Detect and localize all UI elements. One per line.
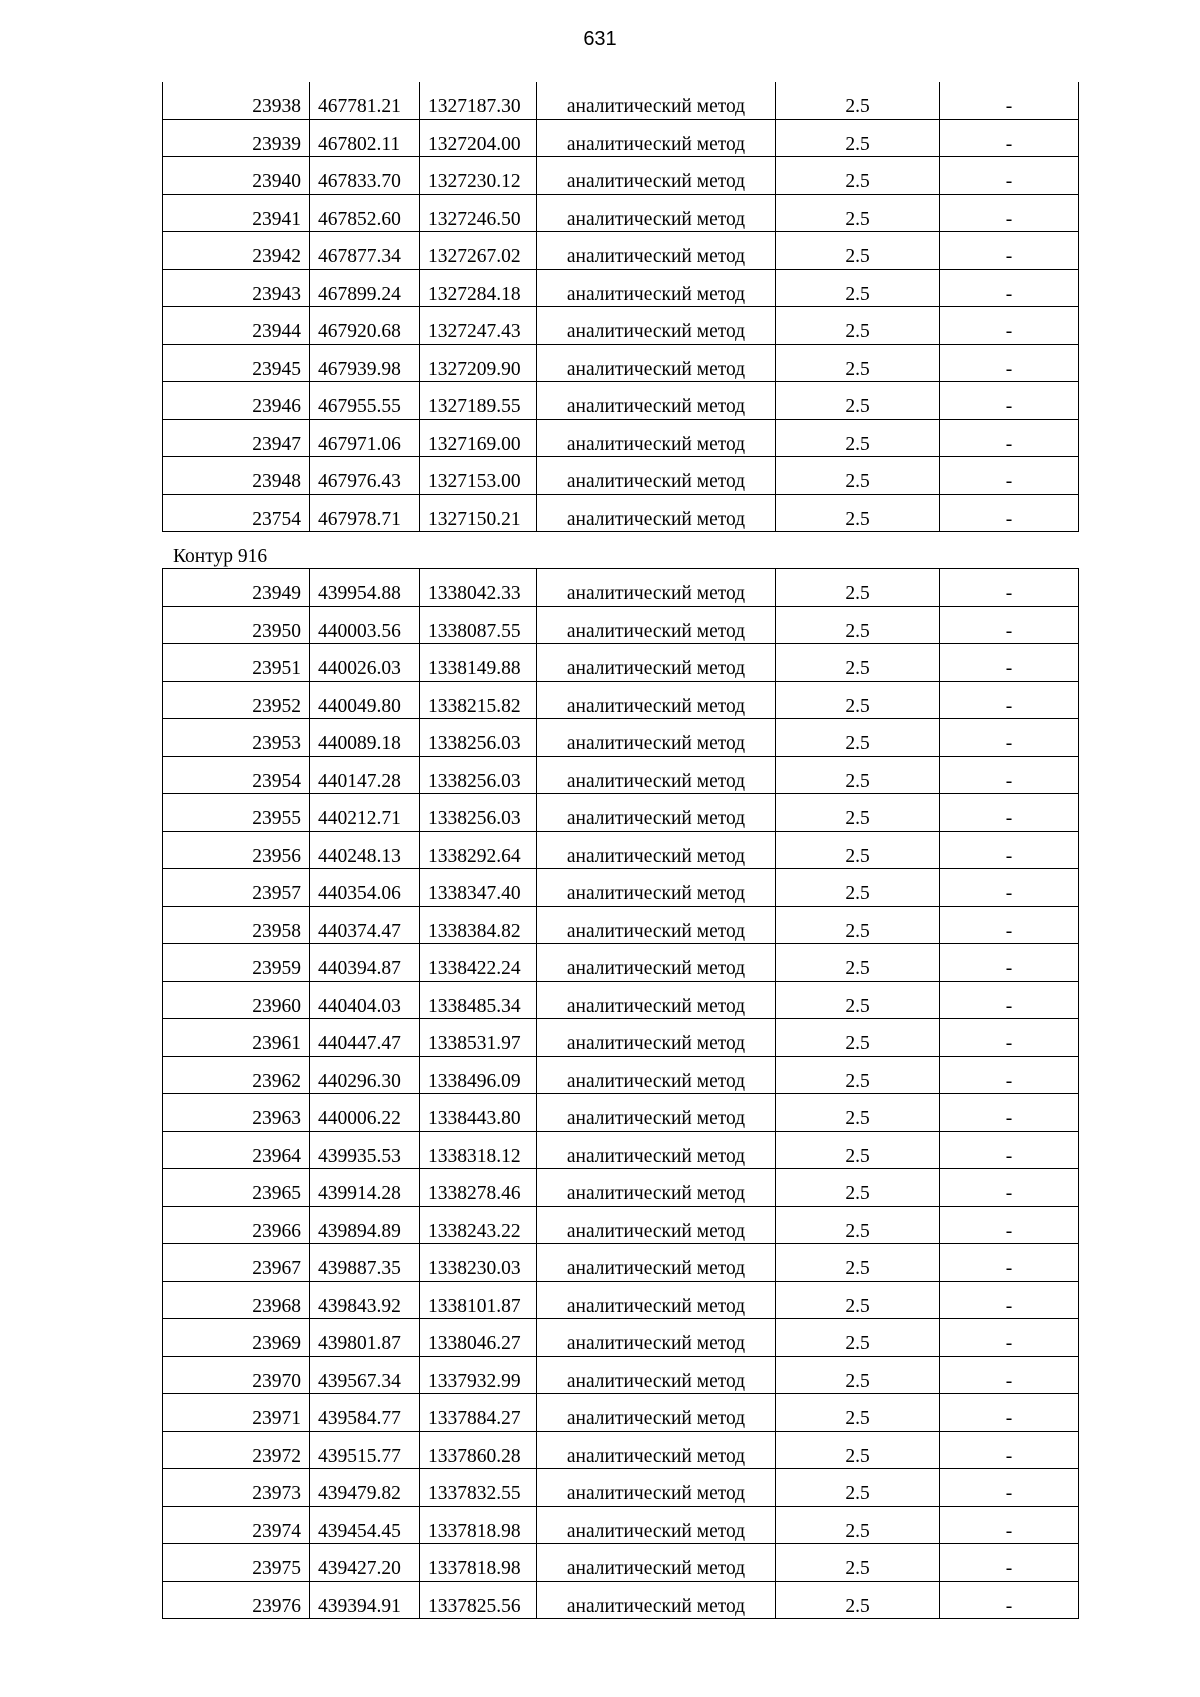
note-cell: - <box>940 457 1079 495</box>
point-number-cell: 23954 <box>163 756 310 794</box>
accuracy-cell: 2.5 <box>776 1581 940 1619</box>
page-number: 631 <box>583 28 617 50</box>
note-cell: - <box>940 1506 1079 1544</box>
x-coordinate-cell: 439567.34 <box>310 1356 420 1394</box>
contour-label: Контур 916 <box>173 546 268 567</box>
table-row <box>163 1356 1079 1394</box>
table-row <box>163 82 1079 119</box>
table-row <box>163 569 1079 607</box>
x-coordinate-cell: 440006.22 <box>310 1094 420 1132</box>
table-row <box>163 1131 1079 1169</box>
note-cell: - <box>940 569 1079 607</box>
y-coordinate-cell: 1337818.98 <box>420 1506 537 1544</box>
x-coordinate-cell: 467971.06 <box>310 419 420 457</box>
method-cell: аналитический метод <box>537 1281 776 1319</box>
accuracy-cell: 2.5 <box>776 1056 940 1094</box>
x-coordinate-cell: 440394.87 <box>310 944 420 982</box>
y-coordinate-cell: 1327267.02 <box>420 232 537 270</box>
table-row <box>163 1244 1079 1282</box>
accuracy-cell: 2.5 <box>776 494 940 532</box>
method-cell: аналитический метод <box>537 1131 776 1169</box>
table-row <box>163 681 1079 719</box>
note-cell: - <box>940 606 1079 644</box>
point-number-cell: 23973 <box>163 1469 310 1507</box>
table-row <box>163 1394 1079 1432</box>
method-cell: аналитический метод <box>537 794 776 832</box>
x-coordinate-cell: 440049.80 <box>310 681 420 719</box>
note-cell: - <box>940 1431 1079 1469</box>
note-cell: - <box>940 344 1079 382</box>
accuracy-cell: 2.5 <box>776 569 940 607</box>
accuracy-cell: 2.5 <box>776 1019 940 1057</box>
note-cell: - <box>940 1394 1079 1432</box>
y-coordinate-cell: 1327189.55 <box>420 382 537 420</box>
method-cell: аналитический метод <box>537 569 776 607</box>
method-cell: аналитический метод <box>537 494 776 532</box>
x-coordinate-cell: 440248.13 <box>310 831 420 869</box>
accuracy-cell: 2.5 <box>776 1281 940 1319</box>
point-number-cell: 23971 <box>163 1394 310 1432</box>
point-number-cell: 23968 <box>163 1281 310 1319</box>
accuracy-cell: 2.5 <box>776 194 940 232</box>
coordinates-table-top <box>162 82 1079 532</box>
point-number-cell: 23974 <box>163 1506 310 1544</box>
table-row <box>163 1431 1079 1469</box>
method-cell: аналитический метод <box>537 831 776 869</box>
method-cell: аналитический метод <box>537 1356 776 1394</box>
table-row <box>163 794 1079 832</box>
point-number-cell: 23948 <box>163 457 310 495</box>
point-number-cell: 23972 <box>163 1431 310 1469</box>
point-number-cell: 23944 <box>163 307 310 345</box>
method-cell: аналитический метод <box>537 82 776 119</box>
y-coordinate-cell: 1338087.55 <box>420 606 537 644</box>
x-coordinate-cell: 439914.28 <box>310 1169 420 1207</box>
table-row <box>163 382 1079 420</box>
method-cell: аналитический метод <box>537 1206 776 1244</box>
note-cell: - <box>940 719 1079 757</box>
y-coordinate-cell: 1327246.50 <box>420 194 537 232</box>
note-cell: - <box>940 419 1079 457</box>
method-cell: аналитический метод <box>537 681 776 719</box>
method-cell: аналитический метод <box>537 269 776 307</box>
coordinates-table-bottom-body <box>163 569 1079 1619</box>
note-cell: - <box>940 1356 1079 1394</box>
note-cell: - <box>940 1131 1079 1169</box>
x-coordinate-cell: 439584.77 <box>310 1394 420 1432</box>
note-cell: - <box>940 644 1079 682</box>
y-coordinate-cell: 1337932.99 <box>420 1356 537 1394</box>
x-coordinate-cell: 439479.82 <box>310 1469 420 1507</box>
accuracy-cell: 2.5 <box>776 794 940 832</box>
x-coordinate-cell: 440447.47 <box>310 1019 420 1057</box>
method-cell: аналитический метод <box>537 1581 776 1619</box>
note-cell: - <box>940 1469 1079 1507</box>
note-cell: - <box>940 1581 1079 1619</box>
y-coordinate-cell: 1327230.12 <box>420 157 537 195</box>
table-row <box>163 1581 1079 1619</box>
y-coordinate-cell: 1327187.30 <box>420 82 537 119</box>
point-number-cell: 23946 <box>163 382 310 420</box>
table-row <box>163 119 1079 157</box>
y-coordinate-cell: 1337832.55 <box>420 1469 537 1507</box>
table-row <box>163 606 1079 644</box>
x-coordinate-cell: 440296.30 <box>310 1056 420 1094</box>
table-row <box>163 232 1079 270</box>
table-row <box>163 1056 1079 1094</box>
table-row <box>163 1544 1079 1582</box>
accuracy-cell: 2.5 <box>776 1469 940 1507</box>
table-row <box>163 1469 1079 1507</box>
point-number-cell: 23967 <box>163 1244 310 1282</box>
method-cell: аналитический метод <box>537 1469 776 1507</box>
method-cell: аналитический метод <box>537 719 776 757</box>
point-number-cell: 23943 <box>163 269 310 307</box>
note-cell: - <box>940 1094 1079 1132</box>
method-cell: аналитический метод <box>537 1506 776 1544</box>
point-number-cell: 23945 <box>163 344 310 382</box>
accuracy-cell: 2.5 <box>776 719 940 757</box>
accuracy-cell: 2.5 <box>776 307 940 345</box>
table-row <box>163 756 1079 794</box>
y-coordinate-cell: 1337860.28 <box>420 1431 537 1469</box>
note-cell: - <box>940 681 1079 719</box>
x-coordinate-cell: 467877.34 <box>310 232 420 270</box>
table-row <box>163 906 1079 944</box>
y-coordinate-cell: 1338101.87 <box>420 1281 537 1319</box>
note-cell: - <box>940 869 1079 907</box>
method-cell: аналитический метод <box>537 1056 776 1094</box>
x-coordinate-cell: 440354.06 <box>310 869 420 907</box>
method-cell: аналитический метод <box>537 1319 776 1357</box>
x-coordinate-cell: 467978.71 <box>310 494 420 532</box>
point-number-cell: 23957 <box>163 869 310 907</box>
point-number-cell: 23959 <box>163 944 310 982</box>
y-coordinate-cell: 1337884.27 <box>420 1394 537 1432</box>
x-coordinate-cell: 440374.47 <box>310 906 420 944</box>
y-coordinate-cell: 1327169.00 <box>420 419 537 457</box>
point-number-cell: 23970 <box>163 1356 310 1394</box>
method-cell: аналитический метод <box>537 307 776 345</box>
point-number-cell: 23969 <box>163 1319 310 1357</box>
x-coordinate-cell: 439427.20 <box>310 1544 420 1582</box>
point-number-cell: 23940 <box>163 157 310 195</box>
x-coordinate-cell: 439454.45 <box>310 1506 420 1544</box>
accuracy-cell: 2.5 <box>776 1094 940 1132</box>
table-row <box>163 494 1079 532</box>
accuracy-cell: 2.5 <box>776 457 940 495</box>
point-number-cell: 23965 <box>163 1169 310 1207</box>
point-number-cell: 23939 <box>163 119 310 157</box>
method-cell: аналитический метод <box>537 419 776 457</box>
method-cell: аналитический метод <box>537 157 776 195</box>
table-row <box>163 944 1079 982</box>
note-cell: - <box>940 382 1079 420</box>
note-cell: - <box>940 1019 1079 1057</box>
note-cell: - <box>940 944 1079 982</box>
method-cell: аналитический метод <box>537 382 776 420</box>
point-number-cell: 23951 <box>163 644 310 682</box>
accuracy-cell: 2.5 <box>776 944 940 982</box>
y-coordinate-cell: 1327284.18 <box>420 269 537 307</box>
note-cell: - <box>940 1206 1079 1244</box>
y-coordinate-cell: 1338149.88 <box>420 644 537 682</box>
point-number-cell: 23941 <box>163 194 310 232</box>
accuracy-cell: 2.5 <box>776 1394 940 1432</box>
method-cell: аналитический метод <box>537 756 776 794</box>
table-row <box>163 869 1079 907</box>
table-row <box>163 157 1079 195</box>
table-row <box>163 1019 1079 1057</box>
y-coordinate-cell: 1338531.97 <box>420 1019 537 1057</box>
method-cell: аналитический метод <box>537 981 776 1019</box>
y-coordinate-cell: 1338347.40 <box>420 869 537 907</box>
note-cell: - <box>940 1056 1079 1094</box>
y-coordinate-cell: 1338443.80 <box>420 1094 537 1132</box>
y-coordinate-cell: 1327209.90 <box>420 344 537 382</box>
point-number-cell: 23975 <box>163 1544 310 1582</box>
accuracy-cell: 2.5 <box>776 1544 940 1582</box>
method-cell: аналитический метод <box>537 1244 776 1282</box>
method-cell: аналитический метод <box>537 944 776 982</box>
y-coordinate-cell: 1327150.21 <box>420 494 537 532</box>
x-coordinate-cell: 440147.28 <box>310 756 420 794</box>
note-cell: - <box>940 232 1079 270</box>
point-number-cell: 23976 <box>163 1581 310 1619</box>
coordinates-table-bottom <box>162 568 1079 1619</box>
point-number-cell: 23950 <box>163 606 310 644</box>
accuracy-cell: 2.5 <box>776 1131 940 1169</box>
y-coordinate-cell: 1338256.03 <box>420 794 537 832</box>
x-coordinate-cell: 439887.35 <box>310 1244 420 1282</box>
x-coordinate-cell: 439894.89 <box>310 1206 420 1244</box>
table-row <box>163 1206 1079 1244</box>
y-coordinate-cell: 1327204.00 <box>420 119 537 157</box>
point-number-cell: 23960 <box>163 981 310 1019</box>
table-row <box>163 644 1079 682</box>
table-row <box>163 831 1079 869</box>
note-cell: - <box>940 82 1079 119</box>
note-cell: - <box>940 906 1079 944</box>
note-cell: - <box>940 157 1079 195</box>
method-cell: аналитический метод <box>537 194 776 232</box>
point-number-cell: 23955 <box>163 794 310 832</box>
point-number-cell: 23947 <box>163 419 310 457</box>
x-coordinate-cell: 467781.21 <box>310 82 420 119</box>
note-cell: - <box>940 831 1079 869</box>
accuracy-cell: 2.5 <box>776 119 940 157</box>
y-coordinate-cell: 1338230.03 <box>420 1244 537 1282</box>
x-coordinate-cell: 467833.70 <box>310 157 420 195</box>
accuracy-cell: 2.5 <box>776 382 940 420</box>
table-row <box>163 1094 1079 1132</box>
x-coordinate-cell: 467939.98 <box>310 344 420 382</box>
note-cell: - <box>940 1319 1079 1357</box>
x-coordinate-cell: 439843.92 <box>310 1281 420 1319</box>
method-cell: аналитический метод <box>537 1544 776 1582</box>
method-cell: аналитический метод <box>537 906 776 944</box>
y-coordinate-cell: 1327153.00 <box>420 457 537 495</box>
method-cell: аналитический метод <box>537 606 776 644</box>
point-number-cell: 23938 <box>163 82 310 119</box>
y-coordinate-cell: 1327247.43 <box>420 307 537 345</box>
point-number-cell: 23754 <box>163 494 310 532</box>
accuracy-cell: 2.5 <box>776 606 940 644</box>
table-row <box>163 344 1079 382</box>
x-coordinate-cell: 439801.87 <box>310 1319 420 1357</box>
table-row <box>163 719 1079 757</box>
x-coordinate-cell: 439394.91 <box>310 1581 420 1619</box>
x-coordinate-cell: 467955.55 <box>310 382 420 420</box>
method-cell: аналитический метод <box>537 344 776 382</box>
y-coordinate-cell: 1338384.82 <box>420 906 537 944</box>
point-number-cell: 23961 <box>163 1019 310 1057</box>
x-coordinate-cell: 440003.56 <box>310 606 420 644</box>
table-row <box>163 419 1079 457</box>
note-cell: - <box>940 1281 1079 1319</box>
x-coordinate-cell: 467802.11 <box>310 119 420 157</box>
y-coordinate-cell: 1338292.64 <box>420 831 537 869</box>
method-cell: аналитический метод <box>537 1431 776 1469</box>
accuracy-cell: 2.5 <box>776 1356 940 1394</box>
note-cell: - <box>940 1544 1079 1582</box>
method-cell: аналитический метод <box>537 1019 776 1057</box>
y-coordinate-cell: 1338256.03 <box>420 756 537 794</box>
note-cell: - <box>940 1169 1079 1207</box>
table-row <box>163 1506 1079 1544</box>
accuracy-cell: 2.5 <box>776 644 940 682</box>
accuracy-cell: 2.5 <box>776 869 940 907</box>
note-cell: - <box>940 307 1079 345</box>
table-row <box>163 1319 1079 1357</box>
point-number-cell: 23956 <box>163 831 310 869</box>
method-cell: аналитический метод <box>537 1169 776 1207</box>
accuracy-cell: 2.5 <box>776 1431 940 1469</box>
accuracy-cell: 2.5 <box>776 157 940 195</box>
y-coordinate-cell: 1337818.98 <box>420 1544 537 1582</box>
note-cell: - <box>940 794 1079 832</box>
note-cell: - <box>940 494 1079 532</box>
accuracy-cell: 2.5 <box>776 269 940 307</box>
x-coordinate-cell: 440089.18 <box>310 719 420 757</box>
table-row <box>163 1281 1079 1319</box>
accuracy-cell: 2.5 <box>776 232 940 270</box>
accuracy-cell: 2.5 <box>776 344 940 382</box>
point-number-cell: 23963 <box>163 1094 310 1132</box>
y-coordinate-cell: 1338496.09 <box>420 1056 537 1094</box>
y-coordinate-cell: 1338318.12 <box>420 1131 537 1169</box>
y-coordinate-cell: 1338042.33 <box>420 569 537 607</box>
point-number-cell: 23964 <box>163 1131 310 1169</box>
table-row <box>163 1169 1079 1207</box>
table-row <box>163 981 1079 1019</box>
point-number-cell: 23952 <box>163 681 310 719</box>
method-cell: аналитический метод <box>537 869 776 907</box>
x-coordinate-cell: 467899.24 <box>310 269 420 307</box>
point-number-cell: 23949 <box>163 569 310 607</box>
x-coordinate-cell: 467852.60 <box>310 194 420 232</box>
point-number-cell: 23942 <box>163 232 310 270</box>
table-row <box>163 307 1079 345</box>
y-coordinate-cell: 1338422.24 <box>420 944 537 982</box>
x-coordinate-cell: 439935.53 <box>310 1131 420 1169</box>
x-coordinate-cell: 440404.03 <box>310 981 420 1019</box>
y-coordinate-cell: 1338046.27 <box>420 1319 537 1357</box>
point-number-cell: 23966 <box>163 1206 310 1244</box>
accuracy-cell: 2.5 <box>776 1506 940 1544</box>
accuracy-cell: 2.5 <box>776 1244 940 1282</box>
note-cell: - <box>940 1244 1079 1282</box>
accuracy-cell: 2.5 <box>776 831 940 869</box>
accuracy-cell: 2.5 <box>776 1319 940 1357</box>
table-row <box>163 457 1079 495</box>
y-coordinate-cell: 1338215.82 <box>420 681 537 719</box>
note-cell: - <box>940 194 1079 232</box>
table-row <box>163 194 1079 232</box>
y-coordinate-cell: 1338485.34 <box>420 981 537 1019</box>
note-cell: - <box>940 756 1079 794</box>
accuracy-cell: 2.5 <box>776 1206 940 1244</box>
method-cell: аналитический метод <box>537 644 776 682</box>
point-number-cell: 23953 <box>163 719 310 757</box>
x-coordinate-cell: 439954.88 <box>310 569 420 607</box>
x-coordinate-cell: 467920.68 <box>310 307 420 345</box>
x-coordinate-cell: 440212.71 <box>310 794 420 832</box>
y-coordinate-cell: 1338278.46 <box>420 1169 537 1207</box>
point-number-cell: 23962 <box>163 1056 310 1094</box>
method-cell: аналитический метод <box>537 1094 776 1132</box>
x-coordinate-cell: 439515.77 <box>310 1431 420 1469</box>
y-coordinate-cell: 1338256.03 <box>420 719 537 757</box>
coordinates-table-top-body <box>163 82 1079 532</box>
y-coordinate-cell: 1337825.56 <box>420 1581 537 1619</box>
note-cell: - <box>940 119 1079 157</box>
accuracy-cell: 2.5 <box>776 1169 940 1207</box>
accuracy-cell: 2.5 <box>776 82 940 119</box>
method-cell: аналитический метод <box>537 119 776 157</box>
x-coordinate-cell: 467976.43 <box>310 457 420 495</box>
note-cell: - <box>940 269 1079 307</box>
accuracy-cell: 2.5 <box>776 681 940 719</box>
accuracy-cell: 2.5 <box>776 906 940 944</box>
accuracy-cell: 2.5 <box>776 981 940 1019</box>
x-coordinate-cell: 440026.03 <box>310 644 420 682</box>
note-cell: - <box>940 981 1079 1019</box>
method-cell: аналитический метод <box>537 1394 776 1432</box>
point-number-cell: 23958 <box>163 906 310 944</box>
method-cell: аналитический метод <box>537 457 776 495</box>
accuracy-cell: 2.5 <box>776 756 940 794</box>
table-row <box>163 269 1079 307</box>
y-coordinate-cell: 1338243.22 <box>420 1206 537 1244</box>
method-cell: аналитический метод <box>537 232 776 270</box>
accuracy-cell: 2.5 <box>776 419 940 457</box>
